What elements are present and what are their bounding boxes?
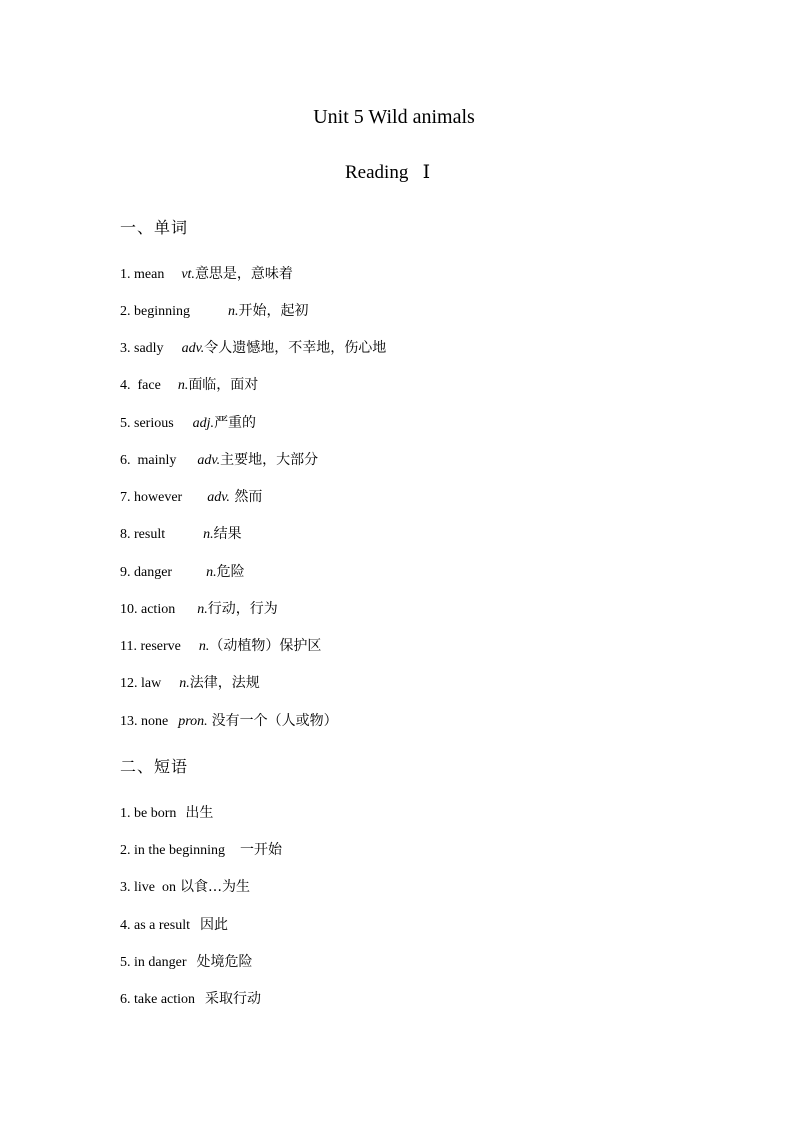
word-term: 13. none [120, 714, 169, 729]
phrase-meaning: 采取行动 [205, 991, 262, 1007]
phrase-term: 3. live on [120, 880, 176, 895]
word-pos: n. [198, 639, 210, 654]
word-item [120, 599, 278, 620]
word-item [120, 487, 262, 508]
word-pos: adj. [192, 416, 215, 431]
word-term: 1. mean [120, 267, 165, 282]
phrase-item [120, 877, 250, 898]
word-meaning: 结果 [213, 526, 242, 542]
phrase-item [120, 952, 252, 973]
word-item [120, 375, 258, 396]
phrase-item [120, 840, 282, 861]
word-term: 3. sadly [120, 341, 164, 356]
word-meaning: 法律，法规 [189, 675, 260, 691]
phrase-meaning: 因此 [199, 917, 228, 933]
word-item [120, 562, 245, 583]
word-term: 4. face [120, 378, 161, 393]
word-pos: adv. [197, 453, 221, 468]
word-meaning: 没有一个（人或物） [211, 713, 338, 729]
phrase-item [120, 915, 228, 936]
word-pos: adv. [181, 341, 205, 356]
word-meaning: 危险 [216, 564, 245, 580]
word-pos: n. [206, 565, 217, 580]
phrase-term: 2. in the beginning [120, 843, 225, 858]
section-heading-phrases: 二、短语 [120, 757, 189, 776]
word-pos: n. [203, 527, 214, 542]
word-term: 7. however [120, 490, 183, 505]
word-pos: adv. [207, 490, 230, 505]
word-item [120, 264, 293, 285]
word-item [120, 450, 318, 471]
word-meaning: 然而 [229, 489, 263, 505]
word-term: 10. action [120, 602, 176, 617]
phrase-term: 6. take action [120, 992, 196, 1007]
phrase-meaning: 一开始 [240, 842, 282, 858]
phrase-term: 4. as a result [120, 918, 190, 933]
word-meaning: （动植物）保护区 [209, 638, 322, 654]
word-pos: pron. [178, 714, 208, 729]
word-meaning: 严重的 [214, 415, 257, 431]
section-heading-words: 一、单词 [120, 218, 189, 237]
word-term: 11. reserve [120, 639, 181, 654]
page-title: Unit 5 Wild animals [313, 106, 475, 128]
word-meaning: 主要地，大部分 [220, 452, 319, 468]
phrase-meaning: 出生 [185, 805, 214, 821]
word-meaning: 意思是，意味着 [194, 266, 293, 282]
phrase-meaning: 处境危险 [196, 954, 253, 970]
word-item [120, 524, 242, 545]
word-pos: n. [177, 378, 189, 393]
word-pos: n. [179, 676, 190, 691]
phrase-term: 1. be born [120, 806, 177, 821]
phrase-item [120, 989, 261, 1010]
word-item [120, 711, 338, 732]
word-pos: n. [197, 602, 208, 617]
word-term: 9. danger [120, 565, 173, 580]
word-item [120, 636, 321, 657]
word-meaning: 令人遗憾地，不幸地，伤心地 [204, 340, 387, 356]
word-term: 12. law [120, 676, 162, 691]
word-item [120, 413, 256, 434]
word-term: 2. beginning [120, 304, 190, 319]
phrase-item [120, 803, 213, 824]
word-meaning: 开始，起初 [238, 303, 309, 319]
word-term: 6. mainly [120, 453, 177, 468]
word-item [120, 673, 260, 694]
word-term: 8. result [120, 527, 166, 542]
word-meaning: 面临，面对 [188, 377, 259, 393]
phrase-term: 5. in danger [120, 955, 187, 970]
word-pos: n. [228, 304, 239, 319]
phrase-meaning: 以食…为生 [180, 879, 250, 895]
page-subtitle: Reading Ⅰ [345, 162, 431, 183]
word-pos: vt. [181, 267, 195, 282]
word-term: 5. serious [120, 416, 174, 431]
word-item [120, 301, 309, 322]
word-meaning: 行动，行为 [207, 601, 278, 617]
word-item [120, 338, 386, 359]
